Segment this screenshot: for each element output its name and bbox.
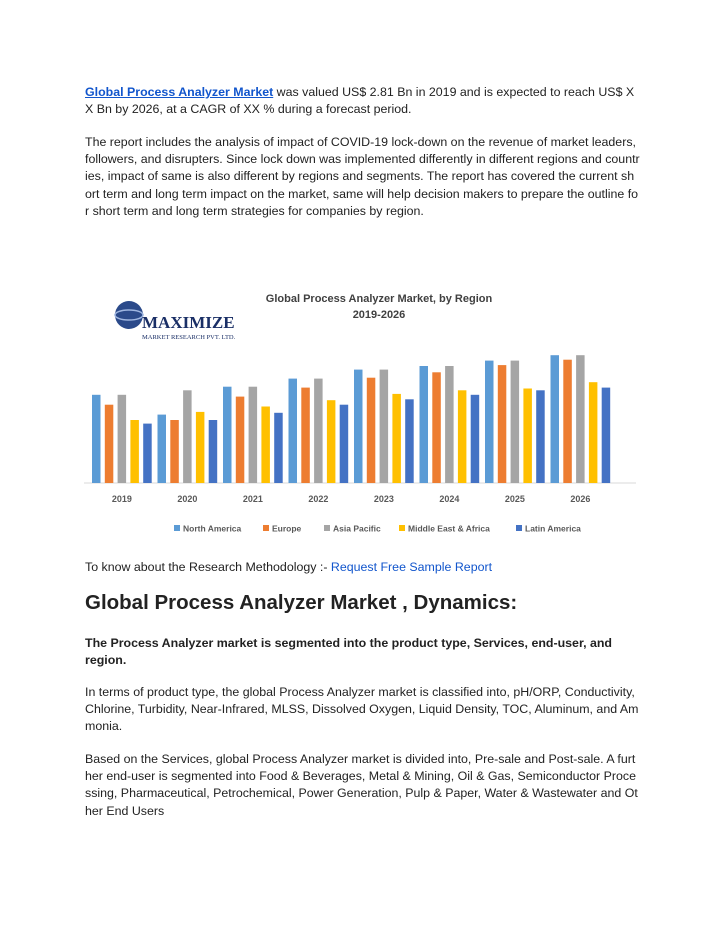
dynamics-heading: Global Process Analyzer Market , Dynamics:	[85, 591, 518, 614]
bar-2023-latin-america	[405, 399, 414, 483]
bar-2023-asia-pacific	[380, 370, 389, 483]
legend	[174, 524, 581, 534]
bar-2024-north-america	[420, 366, 429, 483]
intro-paragraph	[85, 84, 640, 118]
bar-2022-asia-pacific	[314, 379, 323, 483]
bar-2026-latin-america	[602, 388, 611, 483]
bars	[92, 355, 610, 483]
legend-label: Europe	[272, 523, 302, 534]
bar-2019-latin-america	[143, 424, 152, 483]
legend-swatch	[399, 525, 405, 531]
bar-2026-north-america	[551, 355, 560, 483]
segment-intro: The Process Analyzer market is segmented into the product type, Services, end-user, and region.	[85, 636, 613, 668]
x-tick-2022: 2022	[308, 494, 329, 504]
legend-label: North America	[183, 523, 242, 534]
legend-swatch	[174, 525, 180, 531]
methodology-label: To know about the Research Methodology :-	[85, 560, 331, 574]
bar-2021-latin-america	[274, 413, 283, 483]
chart-image	[84, 278, 640, 544]
bar-2019-north-america	[92, 395, 101, 483]
services-paragraph: Based on the Services, global Process Analyzer market is divided into, Pre-sale and Post-sale. A further end-user is segmented into Food & Beverages, Metal & Mining, Oil & Gas, Semiconductor Processing, Pharmaceutical, Petrochemical, Power Generation, Pulp & Paper, Water & Wastewater and Other End Users	[85, 752, 638, 818]
bar-2020-latin-america	[209, 420, 218, 483]
bar-2025-latin-america	[536, 390, 545, 483]
bar-2025-asia-pacific	[511, 361, 519, 483]
region-bar-chart	[84, 278, 640, 544]
bar-2025-europe	[498, 365, 507, 483]
bar-2022-latin-america	[340, 405, 349, 483]
bar-2019-middle-east-africa	[130, 420, 139, 483]
bar-2022-europe	[301, 388, 310, 483]
chart-title: Global Process Analyzer Market, by Region	[265, 293, 493, 305]
bar-2024-middle-east-africa	[458, 390, 467, 483]
legend-label: Middle East & Africa	[408, 523, 490, 534]
bar-2026-middle-east-africa	[589, 382, 598, 483]
bar-2019-asia-pacific	[118, 395, 127, 483]
x-tick-2020: 2020	[177, 494, 198, 504]
methodology-line	[85, 560, 492, 574]
request-sample-link[interactable]: Request Free Sample Report	[330, 560, 493, 574]
chart-subtitle: 2019-2026	[352, 309, 406, 321]
bar-2021-asia-pacific	[249, 387, 258, 483]
x-tick-2026: 2026	[570, 494, 591, 504]
bar-2023-middle-east-africa	[392, 394, 401, 483]
x-tick-2021: 2021	[242, 494, 263, 504]
bar-2022-north-america	[289, 379, 298, 483]
legend-label: Asia Pacific	[333, 523, 381, 534]
x-tick-labels	[112, 494, 591, 504]
x-tick-2019: 2019	[111, 494, 132, 504]
bar-2024-asia-pacific	[445, 366, 454, 483]
x-tick-2024: 2024	[439, 494, 460, 504]
logo-name: MAXIMIZE	[142, 313, 235, 332]
bar-2025-middle-east-africa	[523, 389, 532, 484]
bar-2021-europe	[236, 397, 245, 483]
bar-2026-asia-pacific	[576, 355, 585, 483]
legend-swatch	[263, 525, 269, 531]
legend-swatch	[324, 525, 330, 531]
bar-2020-middle-east-africa	[196, 412, 205, 483]
covid-paragraph: The report includes the analysis of impact of COVID-19 lock-down on the revenue of market leaders, followers, and disrupters. Since lock down was implemented differently in different regions and countries, impact of same is also different by regions and segments. The report has covered the current short term and long term impact on the market, same will help decision makers to prepare the outline for short term and long term strategies for companies by region.	[85, 135, 640, 218]
bar-2020-north-america	[158, 415, 167, 483]
market-link[interactable]: Global Process Analyzer Market	[85, 85, 274, 99]
logo-subtitle: MARKET RESEARCH PVT. LTD.	[142, 334, 236, 341]
x-tick-2025: 2025	[504, 494, 525, 504]
bar-2025-north-america	[485, 361, 494, 483]
bar-2019-europe	[105, 405, 114, 483]
legend-label: Latin America	[525, 523, 581, 534]
bar-2021-middle-east-africa	[261, 407, 270, 484]
globe-icon	[115, 301, 143, 329]
bar-2023-north-america	[354, 370, 363, 483]
bar-2023-europe	[367, 378, 376, 483]
bar-2024-latin-america	[471, 395, 480, 483]
bar-2020-asia-pacific	[183, 390, 192, 483]
bar-2020-europe	[170, 420, 179, 483]
bar-2021-north-america	[223, 387, 232, 483]
product-paragraph: In terms of product type, the global Process Analyzer market is classified into, pH/ORP, Conductivity, Chlorine, Turbidity, Near-Infrared, MLSS, Dissolved Oxygen, Liquid Density, TOC, Aluminum, and Ammonia.	[85, 685, 639, 734]
bar-2024-europe	[432, 372, 441, 483]
x-tick-2023: 2023	[373, 494, 394, 504]
bar-2022-middle-east-africa	[327, 400, 336, 483]
logo	[115, 301, 236, 341]
legend-swatch	[516, 525, 522, 531]
intro-text: was valued US$ 2.81 Bn in 2019 and is expected to reach US$ XX Bn by 2026, at a CAGR of XX % during a forecast period.	[85, 85, 635, 117]
bar-2026-europe	[563, 360, 572, 483]
